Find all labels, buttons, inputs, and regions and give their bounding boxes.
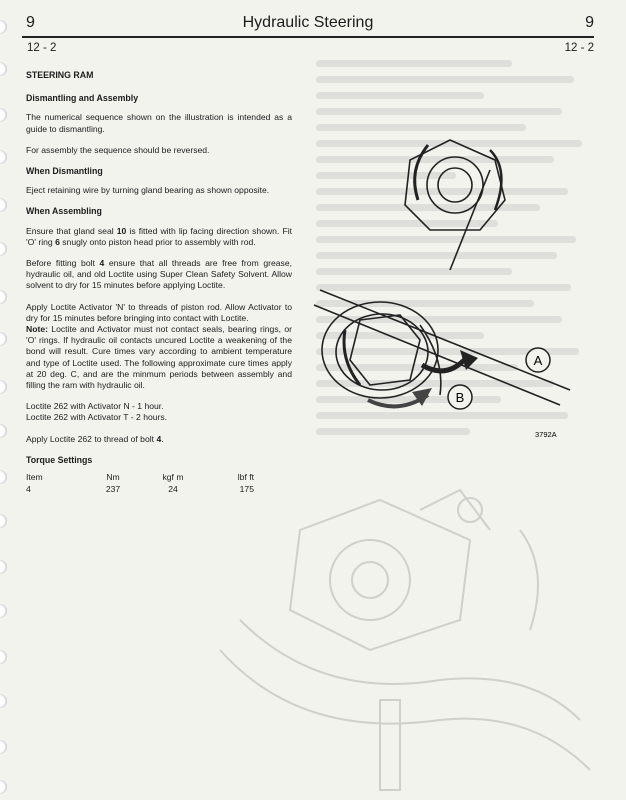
section-number-left: 12 - 2 bbox=[27, 42, 57, 54]
heading-steering-ram: STEERING RAM bbox=[26, 70, 94, 80]
torque-header-lbfft: lbf ft bbox=[237, 472, 254, 483]
chapter-number-right: 9 bbox=[585, 14, 594, 31]
para-reverse: For assembly the sequence should be reversed. bbox=[26, 144, 210, 155]
callout-b-label: B bbox=[455, 390, 465, 405]
heading-dismantling-assembly: Dismantling and Assembly bbox=[26, 93, 139, 104]
para-eject: Eject retaining wire by turning gland bearing as shown opposite. bbox=[26, 185, 270, 196]
torque-cell: 237 bbox=[105, 484, 121, 495]
para-activator: Apply Loctite Activator 'N' to threads of piston rod. Allow Activator to dry for 15 minutes before bringing into contact with Loctite. bbox=[26, 301, 292, 323]
callout-a-label: A bbox=[533, 353, 543, 368]
torque-cell: 175 bbox=[239, 484, 254, 495]
figure-code: 3792A bbox=[535, 430, 557, 439]
torque-header-item: Item bbox=[26, 472, 43, 483]
torque-header-kgfm: kgf m bbox=[162, 472, 184, 483]
heading-when-dismantling: When Dismantling bbox=[26, 166, 103, 177]
torque-table bbox=[26, 472, 292, 495]
para-bolt: Before fitting bolt 4 ensure that all threads are free from grease, hydraulic oil, and old Loctite using Super Clean Safety Solvent. Allow solvent to dry for 15 minutes before applying Loctite. bbox=[26, 258, 292, 291]
binder-holes bbox=[0, 0, 14, 800]
para-gland: Ensure that gland seal 10 is fitted with lip facing direction shown. Fit 'O' ring 6 snugly onto piston head prior to assembly with rod. bbox=[26, 225, 292, 247]
torque-cell: 4 bbox=[26, 484, 31, 495]
page-title: Hydraulic Steering bbox=[242, 14, 374, 31]
torque-header-nm: Nm bbox=[106, 472, 120, 483]
body-text-column bbox=[26, 70, 292, 495]
background-valve-illustration bbox=[180, 470, 600, 800]
steering-ram-gland-illustration bbox=[300, 130, 600, 460]
para-sequence: The numerical sequence shown on the illustration is intended as a guide to dismantling. bbox=[26, 112, 292, 134]
heading-torque-settings: Torque Settings bbox=[26, 454, 93, 465]
cure-time-1: Loctite 262 with Activator N - 1 hour. bbox=[26, 401, 164, 412]
section-number-right: 12 - 2 bbox=[564, 42, 594, 54]
page-header bbox=[22, 14, 594, 38]
para-apply: Apply Loctite 262 to thread of bolt 4. bbox=[26, 433, 164, 444]
cure-time-2: Loctite 262 with Activator T - 2 hours. bbox=[26, 412, 168, 423]
torque-cell: 24 bbox=[168, 484, 178, 495]
para-note: Note: Loctite and Activator must not contact seals, bearing rings, or 'O' rings. If hydraulic oil contacts uncured Loctite a weakening of the bond will result. Cure times vary according to ambient temperature and type of Loctite used. The following approximate cure times apply at 20 deg. C, and are the minmum periods between assembly and filling the ram with hydraulic oil. bbox=[26, 324, 292, 391]
heading-when-assembling: When Assembling bbox=[26, 206, 102, 217]
chapter-number-left: 9 bbox=[26, 14, 35, 31]
